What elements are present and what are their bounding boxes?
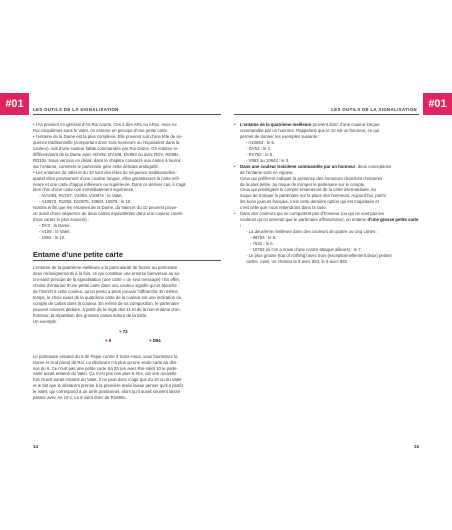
chapter-tab-right: #01 — [423, 93, 452, 115]
text-line: honneur, la répartition des grosses cartes autour de la table. — [33, 312, 148, 318]
text-line: bien d’un d’une carte non immédiatement supérieure : — [33, 187, 136, 193]
text-line: , deux conceptions — [355, 163, 392, 169]
text-line: de l’entame sont en vigueur. — [240, 169, 294, 175]
card-diagram — [33, 327, 221, 349]
text-line: commandée par un honneur. Rappelons que le 10 est un honneur, ce qui — [240, 127, 380, 133]
bullet-list — [234, 122, 419, 265]
header-rule-left — [33, 114, 221, 115]
heart-icon: ♥ — [105, 337, 108, 343]
example-line: - 98753 : le 8. — [250, 235, 277, 241]
text-line: les bons joueurs français, c’est cette dernière option qui est majoritaire et — [240, 199, 380, 205]
text-line: sur l’entame, comment le partenaire gère cette délicate ambiguïté. — [33, 163, 160, 169]
running-head-left: LES OUTILS DE LA SIGNALISATION — [33, 107, 119, 112]
heart-icon: ♥ — [119, 328, 122, 334]
text-line: cro-saint principe de la signalisation (une carte = un seul message) ! En effet, — [33, 276, 180, 282]
text-line: RD10x. Nous verrons en détail, dans le chapitre consacré aux cartes à fournir — [33, 157, 181, 163]
example-line: - V106 : le Valet. — [39, 229, 71, 235]
text-line: couleurs qu’on aimerait que le partenaire affranchisse), on entame — [240, 217, 368, 223]
left-column — [33, 122, 221, 401]
text-line: L’entame de la quatrième meilleure a la particularité de fournir au partenaire — [33, 265, 178, 271]
text-line: Un exemple : — [33, 318, 59, 324]
text-line: rieure et une carte d’appui inférieure ou supérieure. Dans ce dernier cas, il s’agit — [33, 181, 186, 187]
text-line: • l’As provient en général d’As-Roi courts. Ces 4 dire ARx ou ARxx. Avec Ax — [33, 122, 177, 127]
text-line: fois Ouest aurait entamé du Valet. Il ne peut donc s’agir que du 10 ou du Valet — [33, 377, 182, 383]
text-line: temps, le choix exact de la quatrième carte de la couleur est une indication du — [33, 294, 182, 300]
text-line: - Le plus grosse (top of nothing) avec trois (exceptionnellement deux) petites — [246, 252, 392, 258]
example-line: - A10973, R1093, D10975, 10983, 10975 : le 10. — [39, 199, 132, 205]
example-line: - AV1093, RV107, V1093, V10874 : le Valet. — [39, 193, 123, 199]
page-number-left: 14 — [33, 444, 39, 449]
example-line: - A10853 : le 5. — [246, 139, 275, 145]
right-column — [234, 122, 419, 265]
text-line: et le fait que le déclarant prenne à la première levée laisse penser qu’il a plutôt — [33, 383, 183, 389]
text-line: Ceux qui privilégient le compte entameront de la carte intermédiaire, au — [240, 187, 376, 193]
bullet-sans-honneur — [234, 211, 419, 265]
section-title: Entame d’une petite carte — [33, 250, 123, 260]
text-line: Dans des couleurs qui ne comportent pas d’honneur (ou qui ne sont pas les — [240, 211, 385, 217]
example-line: - 7632 : le 6. — [250, 241, 274, 247]
text-line: provient donc d’une couleur longue — [311, 122, 380, 127]
bold-lead: d’une grosse petite carte : — [240, 217, 419, 229]
page-number-right: 15 — [414, 444, 420, 449]
closing-paragraph — [33, 354, 221, 402]
text-line: peuvent souvent déduire, à partir de la règle des 11 et de la non-entame d’un — [33, 306, 180, 312]
intro-paragraph — [33, 122, 221, 134]
bullet-quatrieme — [234, 122, 419, 164]
text-line: passer avec Ax-10-x. Le 6 vient donc de R1086x. — [33, 395, 127, 401]
text-line: quand elles proviennent d’une couleur longue, elles garantissent la carte infé- — [33, 175, 181, 181]
text-line: choisir d’entamer d’une petite carte dans une couleur signifie qu’un atouche — [33, 282, 177, 288]
text-line: de l’intérêt à cette couleur, qu’un perso a priori pouvoir l’affranchir. En même — [33, 288, 178, 294]
text-line: nir aussi d’une séquence de deux cartes équivalentes dans une couleur courte — [33, 211, 183, 217]
text-line: Le partenaire entame du 6 de Pique contre 3 Sans-Atout, vous fournissez la — [33, 353, 178, 359]
text-line: le Valet, qui correspond à un arrêt positionnel, alors qu’il aurait souvent laissé — [33, 389, 181, 395]
text-line: c’est celle que nous retiendrons dans la suite. — [240, 205, 327, 211]
example-line: - DV3 : la Dame. — [39, 223, 71, 229]
text-line: Dame et Sud prend de Roi. Le déclarant n’a plus qu’une seule carte au des- — [33, 359, 178, 365]
text-line: différemment de la Dame avec ADV9x, DV109, DV983 ou avec RDV, RD98x, — [33, 151, 180, 157]
east-card — [149, 338, 161, 344]
bold-lead: Dans une couleur troisième commandée par un honneur — [240, 163, 356, 169]
header-rule-right — [234, 114, 419, 115]
bullet-valet-dix — [33, 170, 221, 241]
bullet-troisieme — [234, 164, 419, 212]
text-line: - La deuxième meilleure dans des couleurs de quatre ou cinq cartes : — [246, 229, 378, 235]
text-line: Notons enfin que les entames de la Dame, du Valet et du 10 peuvent prove- — [33, 205, 178, 211]
text-line: deux renseignements à la fois, ce qui constitue une entorse bienvenue au sa- — [33, 271, 181, 277]
bullet-dame — [33, 134, 221, 170]
heart-icon: ♥ — [149, 337, 152, 343]
card-value: 73 — [122, 328, 128, 334]
section-paragraph — [33, 265, 221, 325]
running-head-right: LES OUTILS DE LA SIGNALISATION — [331, 107, 417, 112]
text-line: sus du 6. Ce n’est pas une petite carte Sa 83 (en avez Roi-Valet 10 le parte- — [33, 365, 178, 371]
text-line: compte de cartes dans la couleur. En même de sa composition, le partenaire — [33, 300, 179, 306]
text-line: Roi cinquièmes sans le Valet, on entame en principe d’une petite carte. — [33, 127, 169, 133]
text-line: • l’entame de la Dame est la plus complexe. Elle provient soit d’une tête de sé- — [33, 133, 183, 139]
example-line: - 10763 (si l’on a envie d’une contre-attaque ailleurs) : le 7. — [250, 247, 362, 253]
north-card — [119, 329, 128, 335]
text-line: couleur), soit d’une couleur faible commandée par Roi-Dame. On entame in- — [33, 145, 179, 151]
section-rule — [33, 260, 221, 261]
text-line: permet de donner les exemples suivants : — [240, 133, 320, 139]
chapter-tab-left: #01 — [0, 93, 29, 115]
west-card — [105, 338, 111, 344]
text-line: risque de tromper le partenaire sur la place des honneurs. Aujourd’hui, parmi — [240, 193, 386, 199]
example-line: - 1094 : le 10. — [39, 235, 66, 241]
text-line: cartes. Ainsi, on choisira le 8 avec 853, le 9 avec 982. — [246, 258, 349, 264]
example-line: - DV53 : le 3. — [246, 145, 272, 151]
text-line: naire aurait entamé du Valet. Ça n’est pas non plus le Roi, car une nouvelle — [33, 371, 177, 377]
card-value: 6 — [108, 337, 112, 343]
example-line: - RV752 : le 5. — [246, 151, 274, 157]
text-line: • Les entames du Valet et du 10 sont des têtes de séquence traditionnelles : — [33, 169, 178, 175]
text-line: Ceux qui préfèrent indiquer la présence des honneurs choisiront d’entamer — [240, 175, 383, 181]
text-line: (trois cartes le plus souvent) : — [33, 217, 90, 223]
example-line: - V853 ou 10843 : le 3. — [246, 157, 290, 163]
bold-lead: L’entame de la quatrième meilleure — [240, 122, 312, 127]
text-line: de la plus petite, au risque de tromper le partenaire sur le compte. — [240, 181, 366, 187]
text-line: quence traditionnelle (comportant donc trois honneurs ou l’équivalent dans la — [33, 139, 180, 145]
card-value: D94 — [152, 337, 161, 343]
